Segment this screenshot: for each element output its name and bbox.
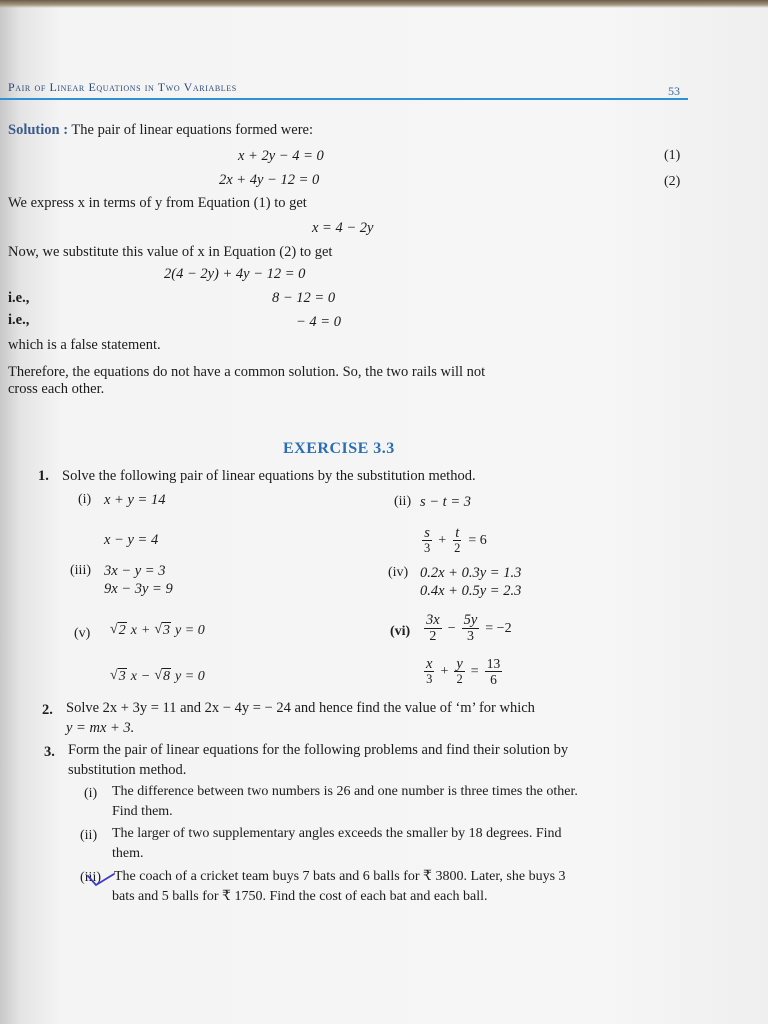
frac-num: 5y: [463, 612, 478, 628]
frac-den: 2: [454, 541, 461, 555]
conclusion-line-2: cross each other.: [8, 381, 105, 397]
q1-ii-eq1: s − t = 3: [420, 494, 471, 510]
q2-line-1: Solve 2x + 3y = 11 and 2x − 4y = − 24 and hence find the value of ‘m’ for which: [66, 700, 535, 716]
radicand: 3: [163, 623, 171, 638]
exercise-title: EXERCISE 3.3: [283, 440, 395, 457]
ie-label-2: i.e.,: [8, 312, 30, 328]
q3-ii-label: (ii): [80, 828, 98, 843]
page-top-edge: [0, 0, 768, 8]
frac-den: 3: [466, 629, 474, 644]
q3-iii-label: (iii): [80, 870, 101, 885]
sqrt-8: √ 8: [154, 668, 171, 684]
frac-num: y: [456, 656, 463, 672]
q1-iii-eq2: 9x − 3y = 9: [104, 581, 173, 597]
equation-2: 2x + 4y − 12 = 0: [219, 172, 320, 188]
q3-iii-line-2: bats and 5 balls for ₹ 1750. Find the cost of each bat and each ball.: [112, 889, 488, 904]
q1-iv-label: (iv): [388, 565, 409, 580]
plus-sign: +: [440, 663, 449, 679]
equals-sign: =: [470, 663, 479, 679]
q1-ii-label: (ii): [394, 494, 412, 509]
frac-num: s: [424, 525, 430, 541]
false-statement: which is a false statement.: [8, 337, 161, 353]
running-title: Pair of Linear Equations in Two Variables: [8, 80, 237, 94]
var-x: x: [130, 622, 137, 638]
sqrt-3: √ 3: [110, 668, 126, 684]
q3-i-line-2: Find them.: [112, 804, 173, 819]
q3-line-2: substitution method.: [68, 762, 187, 778]
conclusion-line-1: Therefore, the equations do not have a common solution. So, the two rails will not: [8, 364, 486, 380]
radicand: 3: [118, 669, 126, 684]
frac-num: 3x: [426, 612, 440, 628]
ie-label-1: i.e.,: [8, 290, 30, 306]
q1-iii-label: (iii): [70, 563, 91, 578]
q1-ii-eq2: $\frac{s}{3}$ + $\frac{t}{2}$ = 6: [424, 525, 487, 555]
q1-vi-eq2: [422, 656, 504, 687]
frac-num: t: [455, 525, 460, 541]
radicand: 8: [163, 669, 171, 684]
frac-den: 2: [456, 672, 463, 686]
q2-number: 2.: [42, 702, 53, 718]
q1-vi-rhs: = −2: [485, 620, 512, 636]
minus-sign: −: [140, 668, 151, 684]
frac-den: 3: [426, 672, 433, 686]
sqrt-2: √ 2: [110, 622, 126, 638]
pen-tick-mark-icon: [86, 872, 116, 888]
q1-iii-eq1: 3x − y = 3: [104, 563, 166, 579]
frac-den: 2: [429, 629, 437, 644]
equation-2-tag: (2): [664, 174, 681, 189]
step-2: − 4 = 0: [296, 314, 341, 330]
var-y-rhs: y = 0: [175, 622, 205, 638]
substituted-equation: 2(4 − 2y) + 4y − 12 = 0: [164, 266, 306, 282]
q1-text: Solve the following pair of linear equations by the substitution method.: [62, 468, 476, 484]
q3-ii-line-1: The larger of two supplementary angles exceeds the smaller by 18 degrees. Find: [112, 826, 562, 841]
frac-num: x: [426, 656, 433, 672]
frac-den: 3: [424, 541, 431, 555]
equation-1: x + 2y − 4 = 0: [238, 148, 324, 164]
q1-ii-rhs: = 6: [468, 532, 487, 548]
express-line: We express x in terms of y from Equation (1) to get: [8, 195, 307, 211]
minus-sign: −: [447, 620, 456, 636]
q2-line-2: y = mx + 3.: [66, 720, 135, 736]
q1-iv-eq1: 0.2x + 0.3y = 1.3: [420, 565, 522, 581]
substitute-line: Now, we substitute this value of x in Equation (2) to get: [8, 244, 333, 260]
frac-num: 13: [486, 656, 501, 671]
q3-number: 3.: [44, 744, 55, 760]
solution-intro: The pair of linear equations formed were:: [71, 122, 313, 138]
equation-1-tag: (1): [664, 148, 681, 163]
var-x: x: [130, 668, 137, 684]
frac-den: 6: [490, 672, 497, 687]
q1-number: 1.: [38, 468, 49, 484]
q1-i-label: (i): [78, 492, 92, 507]
var-y-rhs: y = 0: [175, 668, 205, 684]
solution-label: Solution :: [8, 122, 69, 138]
q1-vi-eq1: [422, 612, 512, 645]
q3-ii-line-2: them.: [112, 846, 144, 861]
q3-i-line-1: The difference between two numbers is 26 and one number is three times the other.: [112, 784, 578, 799]
header-rule: [0, 98, 688, 100]
x-expression: x = 4 − 2y: [312, 220, 374, 236]
q1-vi-label: (vi): [390, 624, 411, 639]
q1-iv-eq2: 0.4x + 0.5y = 2.3: [420, 583, 522, 599]
q1-i-eq1: x + y = 14: [104, 492, 166, 508]
q1-v-label: (v): [74, 626, 91, 641]
sqrt-3: √ 3: [154, 622, 171, 638]
q3-iii-line-1: The coach of a cricket team buys 7 bats and 6 balls for ₹ 3800. Later, she buys 3: [114, 869, 566, 884]
q1-v-eq2: [110, 668, 205, 685]
q1-v-eq1: [110, 622, 205, 639]
plus-sign: +: [140, 622, 151, 638]
solution-intro-line: [8, 122, 313, 139]
q3-line-1: Form the pair of linear equations for the following problems and find their solution by: [68, 742, 569, 758]
radicand: 2: [118, 623, 126, 638]
q3-i-label: (i): [84, 786, 98, 801]
page-number: 53: [668, 84, 680, 98]
step-1: 8 − 12 = 0: [272, 290, 336, 306]
q1-i-eq2: x − y = 4: [104, 532, 159, 548]
